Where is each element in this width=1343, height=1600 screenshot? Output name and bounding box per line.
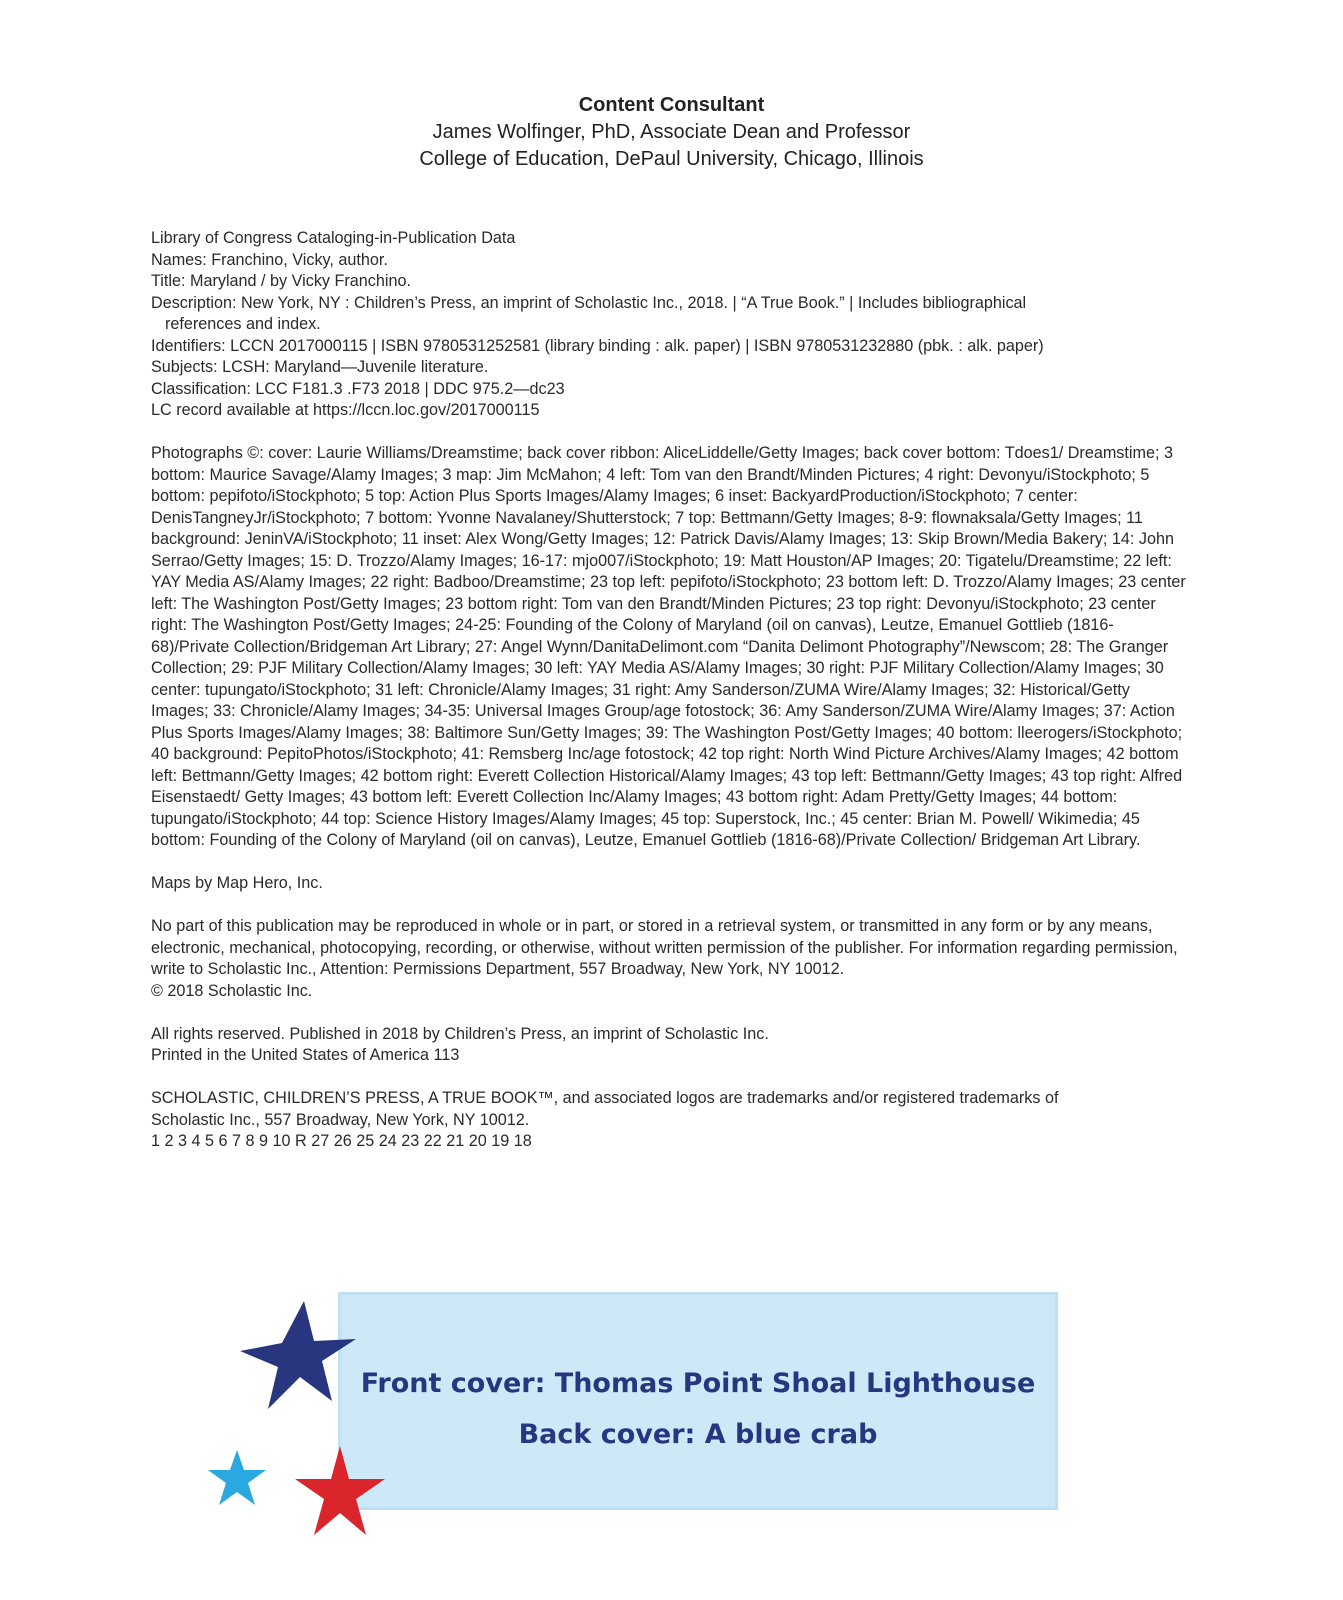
photo-credits: Photographs ©: cover: Laurie Williams/Dreamstime; back cover ribbon: AliceLiddelle/Getty Images; back cover bottom: Tdoes1/ Dreamstime; 3 bottom: Maurice Savage/Alamy Images; 3 map: Jim McMahon; 4 left: Tom van den Brandt/Minden Pictures; 4 right: Devonyu/iStockphoto; 5 bottom: pepifoto/iStockphoto; 5 top: Action Plus Sports Images/Alamy Images; 6 inset: BackyardProduction/iStockphoto; 7 center: DenisTangneyJr/iStockphoto; 7 bottom: Yvonne Navalaney/Shutterstock; 7 top: Bettmann/Getty Images; 8-9: flownaksala/Getty Images; 11 background: JeninVA/iStockphoto; 11 inset: Alex Wong/Getty Images; 12: Patrick Davis/Alamy Images; 13: Skip Brown/Media Bakery; 14: John Serrao/Getty Images; 15: D. Trozzo/Alamy Images; 16-17: mjo007/iStockphoto; 19: Matt Houston/AP Images; 20: Tigatelu/Dreamstime; 22 left: YAY Media AS/Alamy Images; 22 right: Badboo/Dreamstime; 23 top left: pepifoto/iStockphoto; 23 bottom left: D. Trozzo/Alamy Images; 23 center left: The Washington Post/Getty Images; 23 bottom right: Tom van den Brandt/Minden Pictures; 23 top right: Devonyu/iStockphoto; 23 center right: The Washington Post/Getty Images; 24-25: Founding of the Colony of Maryland (oil on canvas), Leutze, Emanuel Gottlieb (1816-68)/Private Collection/Bridgeman Art Library; 27: Angel Wynn/DanitaDelimont.com “Danita Delimont Photography”/Newscom; 28: The Granger Collection; 29: PJF Military Collection/Alamy Images; 30 left: YAY Media AS/Alamy Images; 30 right: PJF Military Collection/Alamy Images; 30 center: tupungato/iStockphoto; 31 left: Chronicle/Alamy Images; 31 right: Amy Sanderson/ZUMA Wire/Alamy Images; 32: Historical/Getty Images; 33: Chronicle/Alamy Images; 34-35: Universal Images Group/age fotostock; 36: Amy Sanderson/ZUMA Wire/Alamy Images; 37: Action Plus Sports Images/Alamy Images; 38: Baltimore Sun/Getty Images; 39: The Washington Post/Getty Images; 40 bottom: lleerogers/iStockphoto; 40 background: PepitoPhotos/iStockphoto; 41: Remsberg Inc/age fotostock; 42 top right: North Wind Picture Archives/Alamy Images; 42 bottom left: Bettmann/Getty Images; 42 bottom right: Everett Collection Historical/Alamy Images; 43 top left: Bettmann/Getty Images; 43 top right: Alfred Eisenstaedt/ Getty Images; 43 bottom left: Everett Collection Inc/Alamy Images; 43 bottom right: Adam Pretty/Getty Images; 44 bottom: tupungato/iStockphoto; 44 top: Science History Images/Alamy Images; 45 top: Superstock, Inc.; 45 center: Brian M. Powell/ Wikimedia; 45 bottom: Founding of the Colony of Maryland (oil on canvas), Leutze, Emanuel Gottlieb (1816-68)/Private Collection/ Bridgeman Art Library. [151,444,1186,849]
trademark-line: SCHOLASTIC, CHILDREN’S PRESS, A TRUE BOOK™, and associated logos are trademarks and/or registered trademarks of [151,1089,1059,1107]
cip-line: LC record available at https://lccn.loc.gov/2017000115 [151,401,540,419]
consultant-name: James Wolfinger, PhD, Associate Dean and Professor [432,121,911,143]
cover-captions [338,1358,1058,1460]
consultant-heading: Content Consultant [578,94,765,116]
cip-line: Identifiers: LCCN 2017000115 | ISBN 9780531252581 (library binding : alk. paper) | ISBN 9780531232880 (pbk. : alk. paper) [151,336,1044,355]
copyright-page-body [151,228,1191,1174]
back-cover-caption: Back cover: A blue crab [518,1419,878,1450]
rights-paragraph: No part of this publication may be reproduced in whole or in part, or stored in a retrieval system, or transmitted in any form or by any means, electronic, mechanical, photocopying, recording, or otherwise, without written permission of the publisher. For information regarding permission, write to Scholastic Inc., Attention: Permissions Department, 557 Broadway, New York, NY 10012. [151,917,1178,978]
printing-number-line: 1 2 3 4 5 6 7 8 9 10 R 27 26 25 24 23 22 21 20 19 18 [151,1132,532,1150]
cip-line: Classification: LCC F181.3 .F73 2018 | DDC 975.2—dc23 [151,379,565,398]
content-consultant-block [0,92,1343,173]
maps-credit: Maps by Map Hero, Inc. [151,874,323,892]
publication-line: All rights reserved. Published in 2018 by Children’s Press, an imprint of Scholastic Inc. [151,1024,769,1043]
front-cover-caption: Front cover: Thomas Point Shoal Lighthouse [360,1368,1036,1399]
cip-line: Title: Maryland / by Vicky Franchino. [151,272,411,290]
cip-line: references and index. [165,315,321,333]
cip-line: Library of Congress Cataloging-in-Publication Data [151,229,516,247]
copyright-line: © 2018 Scholastic Inc. [151,981,313,1000]
light-blue-star-icon [205,1448,269,1508]
cip-line: Description: New York, NY : Children’s Press, an imprint of Scholastic Inc., 2018. | “A True Book.” | Includes bibliographical [151,293,1027,312]
printed-in-line: Printed in the United States of America 113 [151,1046,460,1064]
cip-line: Names: Franchino, Vicky, author. [151,250,388,269]
trademark-address-line: Scholastic Inc., 557 Broadway, New York, NY 10012. [151,1110,530,1129]
trademark-notice [151,1088,1191,1153]
rights-notice [151,916,1191,1002]
cip-line: Subjects: LCSH: Maryland—Juvenile literature. [151,358,489,376]
cip-data-block [151,228,1191,422]
consultant-affiliation: College of Education, DePaul University, Chicago, Illinois [419,148,924,170]
publication-notice [151,1024,1191,1067]
